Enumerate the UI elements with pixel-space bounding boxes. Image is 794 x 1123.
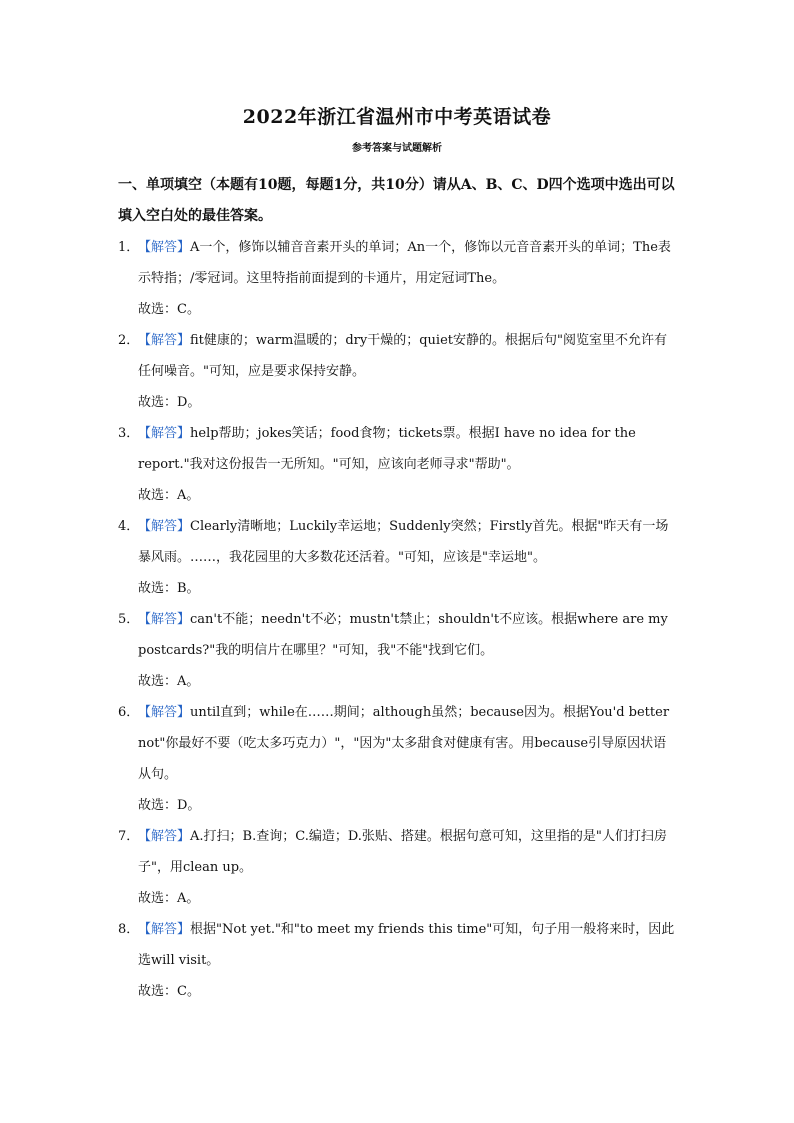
answer-tag: 【解答】 <box>138 519 191 534</box>
item-number: 8． <box>118 922 140 937</box>
answer-item <box>118 604 676 697</box>
item-number: 7． <box>118 829 140 844</box>
answer-item <box>118 325 676 418</box>
answer-choice: 故选：D。 <box>138 395 201 410</box>
answer-tag: 【解答】 <box>138 240 191 255</box>
answer-choice: 故选：D。 <box>138 798 201 813</box>
item-number: 4． <box>118 519 140 534</box>
answer-explanation <box>118 604 676 666</box>
item-number: 1． <box>118 240 140 255</box>
explanation-text: fit健康的；warm温暖的；dry干燥的；quiet安静的。根据后句"阅览室里不允许有任何噪音。"可知，应是要求保持安静。 <box>138 333 667 379</box>
answer-item <box>118 232 676 325</box>
answer-tag: 【解答】 <box>138 333 191 348</box>
page-subtitle: 参考答案与试题解析 <box>352 143 442 154</box>
item-number: 2． <box>118 333 140 348</box>
answer-tag: 【解答】 <box>138 705 191 720</box>
item-number: 6． <box>118 705 140 720</box>
answer-explanation <box>118 418 676 480</box>
answer-choice: 故选：C。 <box>138 984 200 999</box>
answer-tag: 【解答】 <box>138 612 191 627</box>
answer-list <box>118 232 676 1007</box>
explanation-text: help帮助；jokes笑话；food食物；tickets票。根据I have no idea for the report."我对这份报告一无所知。"可知，应该向老师寻求"帮助"。 <box>138 426 636 472</box>
explanation-text: A.打扫；B.查询；C.编造；D.张贴、搭建。根据句意可知，这里指的是"人们打扫房子"，用clean up。 <box>138 829 667 875</box>
answer-item <box>118 697 676 821</box>
explanation-text: Clearly清晰地；Luckily幸运地；Suddenly突然；Firstly首先。根据"昨天有一场暴风雨。……，我花园里的大多数花还活着。"可知，应该是"幸运地"。 <box>138 519 669 565</box>
explanation-text: can't不能；needn't不必；mustn't禁止；shouldn't不应该。根据where are my postcards?"我的明信片在哪里？"可知，我"不能"找到它们。 <box>138 612 668 658</box>
answer-choice: 故选：C。 <box>138 302 200 317</box>
answer-choice: 故选：A。 <box>138 891 200 906</box>
answer-explanation <box>118 511 676 573</box>
answer-tag: 【解答】 <box>138 426 191 441</box>
answer-tag: 【解答】 <box>138 829 191 844</box>
explanation-text: A一个，修饰以辅音音素开头的单词；An一个，修饰以元音音素开头的单词；The表示特指；/零冠词。这里特指前面提到的卡通片，用定冠词The。 <box>138 240 671 286</box>
answer-explanation <box>118 697 676 790</box>
answer-explanation <box>118 914 676 976</box>
answer-explanation <box>118 232 676 294</box>
answer-explanation <box>118 821 676 883</box>
answer-choice: 故选：A。 <box>138 488 200 503</box>
answer-item <box>118 914 676 1007</box>
item-number: 3． <box>118 426 140 441</box>
section-heading: 一、单项填空（本题有10题，每题1分，共10分）请从A、B、C、D四个选项中选出可以填入空白处的最佳答案。 <box>118 177 675 224</box>
item-number: 5． <box>118 612 140 627</box>
answer-item <box>118 418 676 511</box>
answer-choice: 故选：B。 <box>138 581 200 596</box>
page-title: 2022年浙江省温州市中考英语试卷 <box>242 106 552 128</box>
answer-item <box>118 511 676 604</box>
explanation-text: until直到；while在……期间；although虽然；because因为。根据You'd better not"你最好不要（吃太多巧克力）"，"因为"太多甜食对健康有害。用because引导原因状语从句。 <box>138 705 670 782</box>
answer-choice: 故选：A。 <box>138 674 200 689</box>
answer-tag: 【解答】 <box>138 922 191 937</box>
answer-explanation <box>118 325 676 387</box>
explanation-text: 根据"Not yet."和"to meet my friends this time"可知，句子用一般将来时，因此选will visit。 <box>138 922 675 968</box>
answer-item <box>118 821 676 914</box>
